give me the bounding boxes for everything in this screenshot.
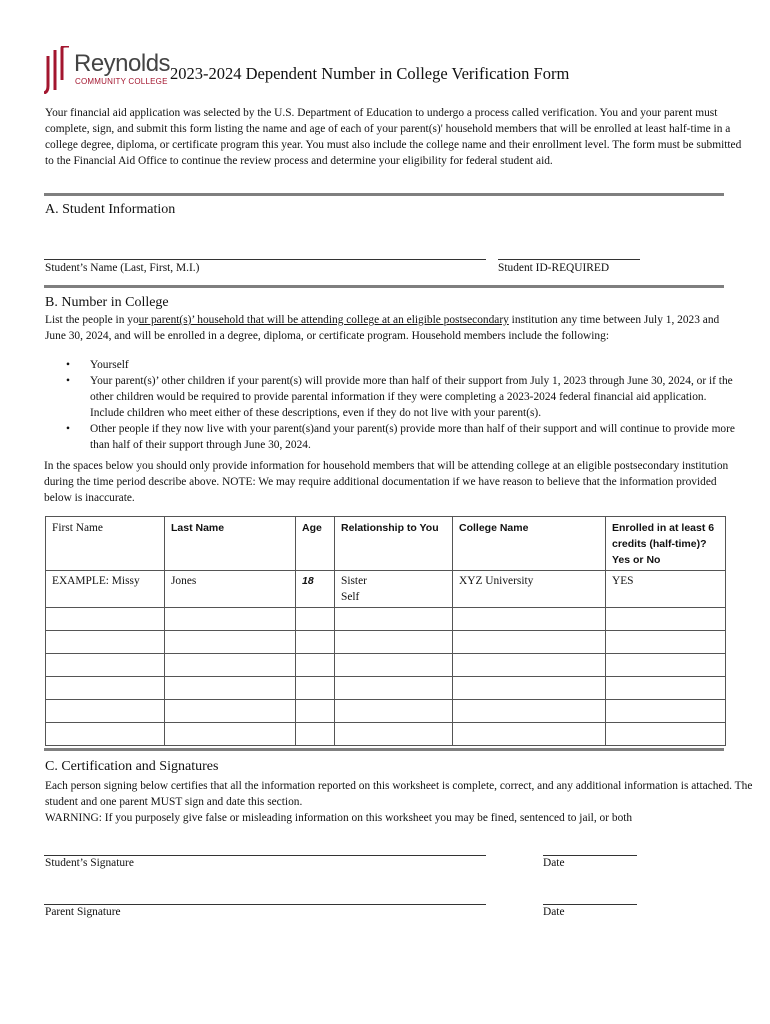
cell-input[interactable] bbox=[453, 631, 606, 654]
example-last-name: Jones bbox=[165, 571, 296, 608]
cell-input[interactable] bbox=[165, 631, 296, 654]
section-a-title: A. Student Information bbox=[45, 202, 176, 217]
household-table bbox=[45, 516, 726, 746]
student-id-field[interactable] bbox=[498, 259, 640, 260]
example-age bbox=[296, 571, 335, 608]
cell-input[interactable] bbox=[606, 677, 726, 700]
cell-input[interactable] bbox=[335, 700, 453, 723]
parent-date-field[interactable] bbox=[543, 904, 637, 905]
section-b-note: In the spaces below you should only provide information for household members that will be attending college at an eligible postsecondary institution during the time period describe above. NOTE: We may require additional documentation if we have reason to believe that the information provided below is inaccurate. bbox=[44, 460, 729, 504]
table-header-row bbox=[46, 517, 726, 571]
cell-input[interactable] bbox=[46, 677, 165, 700]
example-relationship bbox=[335, 571, 453, 608]
cell-input[interactable] bbox=[296, 723, 335, 746]
bullet-icon: • bbox=[66, 359, 70, 371]
header-college-name: College Name bbox=[453, 517, 606, 571]
cell-input[interactable] bbox=[335, 723, 453, 746]
cell-input[interactable] bbox=[296, 631, 335, 654]
example-enrolled: YES bbox=[606, 571, 726, 608]
section-b-intro bbox=[45, 312, 735, 344]
header-enrolled: Enrolled in at least 6 credits (half-time)? Yes or No bbox=[606, 517, 726, 571]
cell-input[interactable] bbox=[335, 608, 453, 631]
section-divider bbox=[44, 285, 724, 288]
table-row[interactable] bbox=[46, 723, 726, 746]
cell-input[interactable] bbox=[606, 608, 726, 631]
example-age-value: 18 bbox=[302, 575, 314, 587]
section-b-intro-end: institution any time between July 1, 2023 and June 30, 2024, and will be enrolled in a degree, diploma, or certificate program. Household members include the following: bbox=[45, 314, 720, 342]
cell-input[interactable] bbox=[606, 654, 726, 677]
cell-input[interactable] bbox=[296, 654, 335, 677]
student-name-field[interactable] bbox=[44, 259, 486, 260]
section-b-intro-underlined: ur parent(s)’ household that will be attending college at an eligible postsecondary bbox=[138, 314, 509, 326]
section-b-intro-start: List the people in yo bbox=[45, 314, 139, 326]
list-item bbox=[66, 421, 736, 453]
section-c-title: C. Certification and Signatures bbox=[45, 759, 219, 774]
cell-input[interactable] bbox=[606, 631, 726, 654]
household-members-list bbox=[66, 357, 736, 453]
bullet-icon: • bbox=[66, 423, 70, 435]
list-item bbox=[66, 373, 736, 421]
cell-input[interactable] bbox=[46, 723, 165, 746]
student-name-label: Student’s Name (Last, First, M.I.) bbox=[45, 262, 200, 274]
parent-signature-label: Parent Signature bbox=[45, 906, 121, 918]
cell-input[interactable] bbox=[453, 723, 606, 746]
list-item bbox=[66, 357, 736, 373]
header-first-name: First Name bbox=[46, 517, 165, 571]
header-relationship: Relationship to You bbox=[335, 517, 453, 571]
cell-input[interactable] bbox=[165, 723, 296, 746]
header-last-name: Last Name bbox=[165, 517, 296, 571]
example-relationship-self: Self bbox=[341, 591, 360, 603]
table-row[interactable] bbox=[46, 677, 726, 700]
reynolds-logo-mark-icon bbox=[44, 46, 70, 94]
section-divider bbox=[44, 748, 724, 751]
parent-date-label: Date bbox=[543, 906, 565, 918]
student-date-label: Date bbox=[543, 857, 565, 869]
cell-input[interactable] bbox=[46, 700, 165, 723]
student-signature-label: Student’s Signature bbox=[45, 857, 134, 869]
document-title: 2023-2024 Dependent Number in College Verification Form bbox=[170, 64, 570, 83]
cell-input[interactable] bbox=[606, 723, 726, 746]
list-item-text: Your parent(s)’ other children if your parent(s) will provide more than half of their support from July 1, 2023 through June 30, 2024, or if the other children would be required to provide parental information if they were completing a 2023-2024 federal financial aid application. Include children who meet either of these descriptions, even if they do not live with your parent(s). bbox=[90, 375, 733, 419]
intro-paragraph: Your financial aid application was selected by the U.S. Department of Education to undergo a process called verification. You and your parent must complete, sign, and submit this form listing the name and age of each of your parent(s)' household members that will be enrolled at least half-time in a college degree, diploma, or certificate program this year. You must also include the college name and their enrollment level. The form must be submitted to the Financial Aid Office to continue the review process and determine your eligibility for federal student aid. bbox=[45, 107, 742, 167]
certification-text: Each person signing below certifies that all the information reported on this worksheet is complete, correct, and any additional information is attached. The student and one parent MUST sign and date this section. bbox=[45, 780, 753, 808]
list-item-text: Other people if they now live with your parent(s)and your parent(s) provide more than half of their support and will continue to provide more than half of their support through June 30, 2024. bbox=[90, 423, 735, 451]
logo-wordmark: Reynolds bbox=[74, 50, 171, 77]
student-date-field[interactable] bbox=[543, 855, 637, 856]
cell-input[interactable] bbox=[296, 608, 335, 631]
cell-input[interactable] bbox=[296, 700, 335, 723]
parent-signature-field[interactable] bbox=[44, 904, 486, 905]
cell-input[interactable] bbox=[453, 654, 606, 677]
bullet-icon: • bbox=[66, 375, 70, 387]
section-b-title: B. Number in College bbox=[45, 295, 169, 310]
cell-input[interactable] bbox=[165, 654, 296, 677]
cell-input[interactable] bbox=[46, 608, 165, 631]
example-college-name: XYZ University bbox=[453, 571, 606, 608]
cell-input[interactable] bbox=[165, 700, 296, 723]
logo-subtitle: COMMUNITY COLLEGE bbox=[75, 77, 168, 86]
student-id-label: Student ID-REQUIRED bbox=[498, 262, 610, 274]
cell-input[interactable] bbox=[453, 700, 606, 723]
cell-input[interactable] bbox=[296, 677, 335, 700]
table-row[interactable] bbox=[46, 654, 726, 677]
cell-input[interactable] bbox=[335, 631, 453, 654]
warning-text: WARNING: If you purposely give false or misleading information on this worksheet you may be fined, sentenced to jail, or both bbox=[45, 812, 633, 824]
cell-input[interactable] bbox=[606, 700, 726, 723]
cell-input[interactable] bbox=[46, 654, 165, 677]
cell-input[interactable] bbox=[335, 654, 453, 677]
cell-input[interactable] bbox=[165, 608, 296, 631]
table-row-example bbox=[46, 571, 726, 608]
header-age: Age bbox=[296, 517, 335, 571]
table-row[interactable] bbox=[46, 700, 726, 723]
cell-input[interactable] bbox=[453, 677, 606, 700]
example-relationship-value: Sister bbox=[341, 575, 367, 587]
table-row[interactable] bbox=[46, 608, 726, 631]
section-divider bbox=[44, 193, 724, 196]
cell-input[interactable] bbox=[335, 677, 453, 700]
college-logo bbox=[44, 44, 172, 96]
list-item-text: Yourself bbox=[90, 359, 129, 371]
student-signature-field[interactable] bbox=[44, 855, 486, 856]
cell-input[interactable] bbox=[453, 608, 606, 631]
cell-input[interactable] bbox=[165, 677, 296, 700]
table-row[interactable] bbox=[46, 631, 726, 654]
example-first-name: EXAMPLE: Missy bbox=[46, 571, 165, 608]
cell-input[interactable] bbox=[46, 631, 165, 654]
